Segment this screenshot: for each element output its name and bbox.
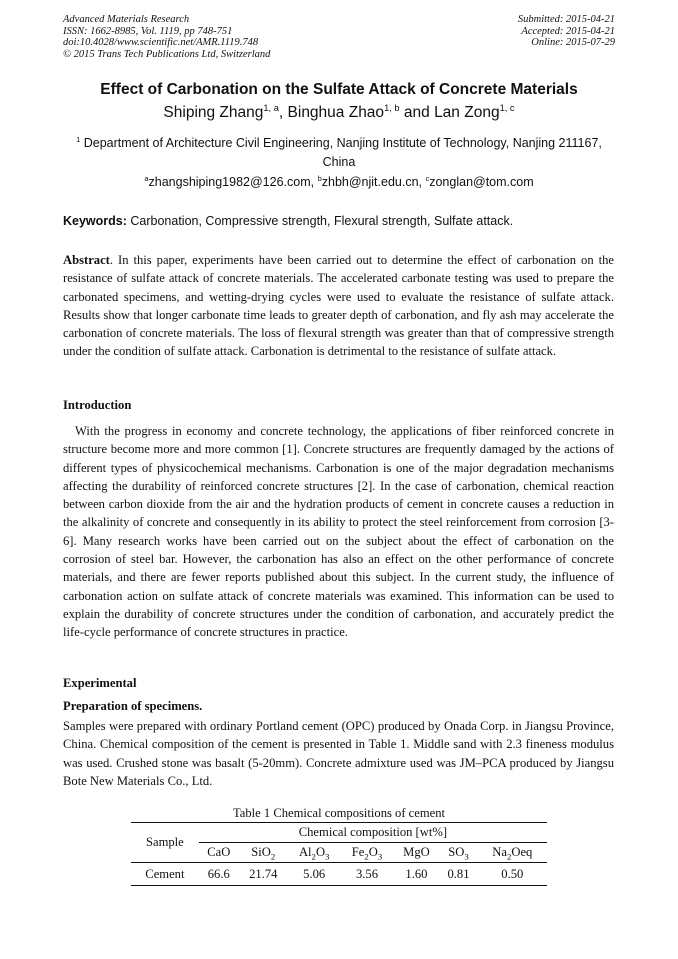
journal-info — [63, 14, 270, 60]
table-caption: Table 1 Chemical compositions of cement — [232, 806, 446, 820]
table-cell: 21.74 — [239, 863, 288, 886]
affiliation-text: Department of Architecture Civil Engineering, Nanjing Institute of Technology, Nanjing 211167, China — [80, 136, 602, 169]
table-header-column — [478, 843, 547, 863]
formula-subscript: 3 — [325, 851, 330, 862]
journal-name: Advanced Materials Research — [63, 14, 190, 25]
formula-base: Na — [492, 845, 507, 859]
journal-copyright: © 2015 Trans Tech Publications Ltd, Switzerland — [63, 48, 271, 60]
formula-subscript: 2 — [311, 851, 316, 862]
formula-base: MgO — [403, 845, 430, 859]
formula-subscript: 2 — [364, 851, 369, 862]
table-header-sample: Sample — [131, 823, 199, 863]
keywords-text: Carbonation, Compressive strength, Flexural strength, Sulfate attack. — [126, 214, 514, 228]
formula-part: O — [368, 845, 378, 859]
author-name: Binghua Zhao — [287, 104, 385, 121]
email-link[interactable]: zhangshiping1982@126.com — [148, 175, 311, 189]
table-header-column — [393, 843, 439, 863]
paper-title: Effect of Carbonation on the Sulfate Attack of Concrete Materials — [100, 81, 578, 98]
table-header-column — [239, 843, 288, 863]
table-header-group: Chemical composition [wt%] — [199, 823, 547, 843]
table-cell: 5.06 — [288, 863, 341, 886]
formula-subscript: 2 — [270, 851, 276, 862]
affiliation — [63, 134, 615, 172]
abstract-text: . In this paper, experiments have been carried out to determine the effect of carbonation on the resistance of sulfate attack of concrete materials. The accelerated carbonate testing was used to prepare the carbonated specimens, and wetting-drying cycles were used to evaluate the resistance of sulfate attack. Results show that longer carbonate time leads to greater depth of carbonation, and fly ash may accelerate the carbonation of concrete materials. The loss of flexural strength was greater than that of compressive strength under the condition of sulfate attack. Carbonation is detrimental to the resistance of sulfate attack. — [63, 253, 614, 359]
abstract — [63, 251, 614, 361]
journal-doi: doi:10.4028/www.scientific.net/AMR.1119.748 — [63, 37, 259, 49]
subsection-heading-preparation: Preparation of specimens. — [63, 699, 203, 713]
keywords — [63, 214, 615, 228]
formula-base: Fe — [351, 845, 365, 859]
email-list — [0, 175, 678, 189]
author-name: Lan Zong — [434, 104, 500, 121]
table-row — [131, 863, 547, 886]
email-separator: , — [310, 175, 318, 189]
table-cell: 1.60 — [393, 863, 439, 886]
table-cell: 66.6 — [199, 863, 239, 886]
formula-subscript: 3 — [464, 851, 469, 862]
email-mark: a — [144, 173, 149, 183]
formula-base: CaO — [207, 845, 231, 859]
author-separator: , — [278, 104, 288, 121]
introduction-text: With the progress in economy and concrete technology, the applications of fiber reinforced concrete in structure become more and more common [1]. Concrete structures are frequently damaged by the actions of different types of physicochemical mechanisms. Carbonation is one of the major degradation mechanisms affecting the durability of reinforced concrete structures [2]. In the case of carbonation, chemical reaction between carbon dioxide from the air and the hydration products of cement in concrete causes a reduction in the alkalinity of concrete and consequently in its ability to protect the steel reinforcement from corrosion [3-6]. Many research works have been carried out on the subject about the effect of carbonation on the corrosion of steel bar. However, the carbonation has also an effect on the other performance of concrete materials, and there are fewer reports published about this subject. In the current study, the influence of carbonation action on sulfate attack of concrete materials was examined. This information can be used to explain the durability of concrete structures under the condition of carbonation, and accurately predict the life-cycle performance of concrete structures in practice. — [63, 424, 614, 640]
table-header-column — [439, 843, 477, 863]
author-name: Shiping Zhang — [163, 104, 264, 121]
submission-dates — [518, 14, 615, 49]
table-cell: 3.56 — [341, 863, 394, 886]
table-header-column — [341, 843, 394, 863]
email-separator: , — [418, 175, 426, 189]
affiliation-mark: 1 — [76, 134, 81, 144]
abstract-label: Abstract — [63, 253, 110, 267]
table-header-column — [288, 843, 341, 863]
section-heading-introduction: Introduction — [63, 398, 132, 412]
formula-subscript: 3 — [377, 851, 383, 862]
preparation-text: Samples were prepared with ordinary Portland cement (OPC) produced by Onada Corp. in Jiangsu Province, China. Chemical composition of the cement is presented in Table 1. Middle sand with 2.3 fineness modulus was used. Crushed stone was basalt (5-20mm). Concrete admixture used was JM–PCA produced by Jiangsu Bote New Materials Co., Ltd. — [63, 719, 614, 788]
author-affil-mark: 1, c — [499, 102, 515, 113]
formula-part: O — [315, 845, 326, 859]
journal-issn: ISSN: 1662-8985, Vol. 1119, pp 748-751 — [63, 25, 233, 37]
author-list — [0, 104, 678, 122]
date-submitted: Submitted: 2015-04-21 — [517, 14, 615, 25]
author-separator: and — [399, 104, 435, 121]
formula-base: Al — [298, 845, 312, 859]
author-affil-mark: 1, a — [263, 102, 279, 113]
date-accepted: Accepted: 2015-04-21 — [521, 25, 615, 37]
date-online: Online: 2015-07-29 — [531, 37, 615, 49]
formula-subscript: 2 — [506, 851, 512, 862]
email-link[interactable]: zonglan@tom.com — [429, 175, 534, 189]
formula-base: SiO — [251, 845, 271, 859]
formula-base: SO — [448, 845, 465, 859]
table-cell-sample: Cement — [131, 863, 199, 886]
table-header-column — [199, 843, 239, 863]
email-mark: b — [317, 173, 322, 183]
table-cell: 0.81 — [439, 863, 477, 886]
email-link[interactable]: zhbh@njit.edu.cn — [321, 175, 419, 189]
email-mark: c — [425, 173, 430, 183]
chemical-composition-table — [131, 822, 547, 886]
formula-part: Oeq — [511, 845, 533, 859]
keywords-label: Keywords: — [63, 214, 127, 228]
table-cell: 0.50 — [478, 863, 547, 886]
section-heading-experimental: Experimental — [63, 676, 137, 690]
author-affil-mark: 1, b — [384, 102, 400, 113]
